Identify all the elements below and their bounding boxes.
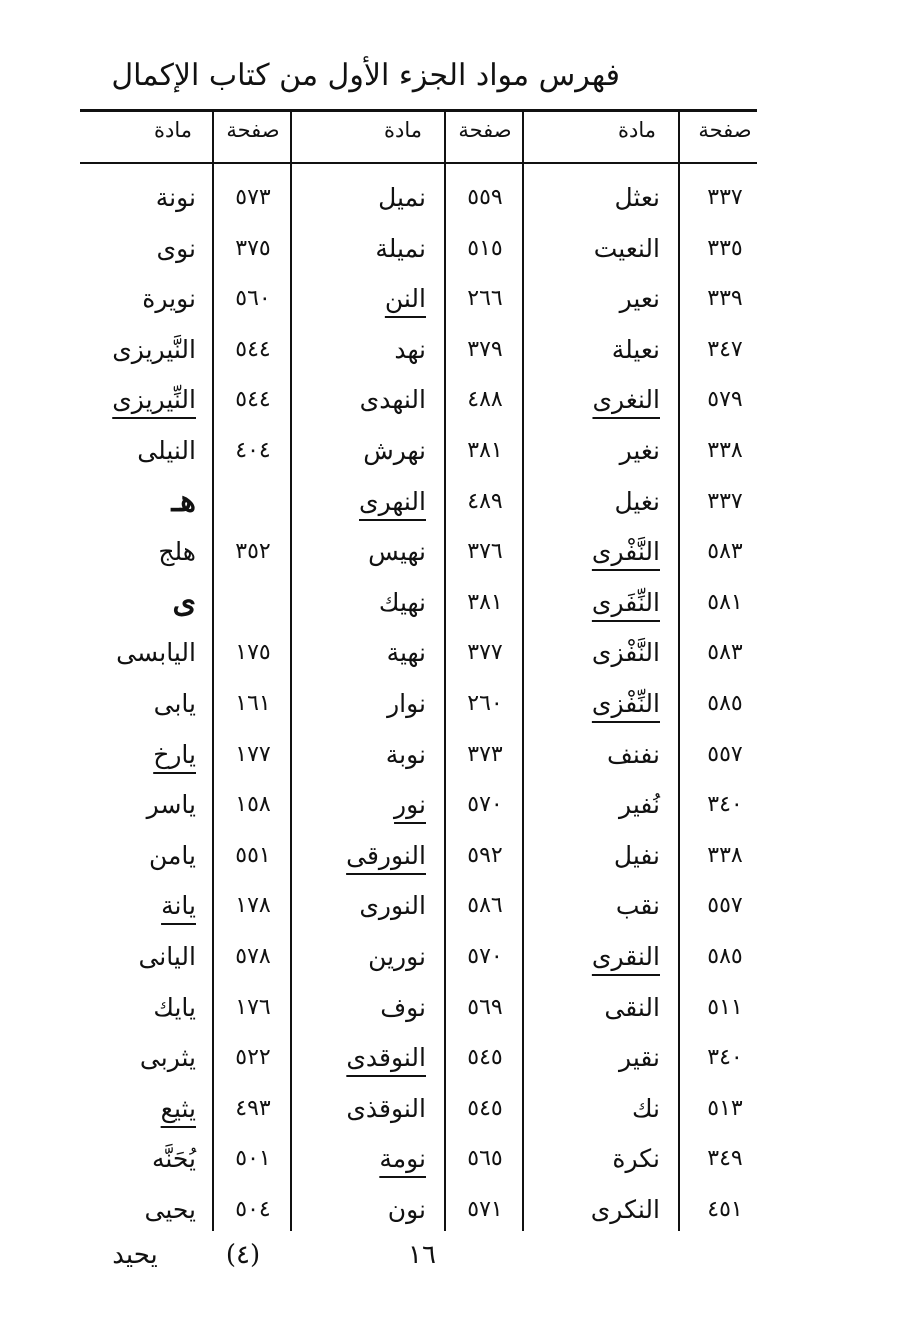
entry-cell	[88, 836, 196, 876]
entry-text: يارخ	[153, 740, 196, 769]
entry-cell	[88, 684, 196, 724]
entry-cell	[88, 988, 196, 1028]
entry-text: نوف	[380, 993, 426, 1022]
entry-cell	[300, 684, 426, 724]
entry-cell	[532, 886, 660, 926]
page-number-cell: ٤٩٣	[235, 1096, 271, 1121]
entry-cell	[300, 380, 426, 420]
page-number-cell: ٥١٣	[707, 1096, 743, 1121]
entry-cell	[532, 1190, 660, 1230]
entry-text: نوبة	[385, 740, 426, 769]
entry-cell	[88, 633, 196, 673]
page-number-cell: ٤٥١	[707, 1197, 743, 1222]
page-number-cell: ٣٧٦	[467, 539, 503, 564]
entry-text: نهيك	[378, 588, 426, 617]
entry-text: النيلى	[137, 436, 196, 465]
entry-cell	[300, 1038, 426, 1078]
page-number-cell: ٥٨٥	[707, 691, 743, 716]
entry-cell	[300, 279, 426, 319]
entry-cell	[532, 431, 660, 471]
entry-cell	[88, 937, 196, 977]
page-number-cell: ٣٣٩	[707, 286, 743, 311]
entry-cell	[532, 482, 660, 522]
page-number-cell: ٥٨٦	[467, 893, 503, 918]
header-page-col1: صفحة	[698, 118, 752, 142]
page-number-cell: ٣٨١	[467, 438, 503, 463]
page-number-cell: ٥٤٥	[467, 1096, 503, 1121]
entry-cell	[88, 532, 196, 572]
signature-mark: (٤)	[225, 1240, 261, 1270]
entry-cell	[300, 836, 426, 876]
entry-text: نغيل	[614, 487, 660, 516]
page-number-cell: ٥٨٣	[707, 539, 743, 564]
entry-text: نعير	[619, 284, 660, 313]
entry-cell	[300, 1190, 426, 1230]
entry-text: يابى	[153, 689, 196, 718]
header-bottom-rule	[80, 162, 757, 164]
entry-cell	[532, 178, 660, 218]
entry-text: النِّيريزى	[112, 385, 196, 414]
entry-cell	[88, 785, 196, 825]
entry-text: يانة	[161, 891, 196, 920]
page-number-cell: ٥٧٠	[467, 792, 503, 817]
entry-text: النكرى	[590, 1195, 660, 1224]
page-number-cell: ٣٣٨	[707, 438, 743, 463]
entry-text: النعيت	[593, 234, 660, 263]
entry-text: اليابسى	[116, 638, 196, 667]
page-number-cell	[218, 583, 288, 623]
page-number-cell: ٥٨٣	[707, 640, 743, 665]
entry-cell	[88, 431, 196, 471]
page-number-cell: ٥٧٩	[707, 387, 743, 412]
entry-cell	[532, 684, 660, 724]
entry-text: نونة	[155, 183, 196, 212]
entry-cell	[88, 229, 196, 269]
page-number-cell: ١٥٨	[235, 792, 271, 817]
entry-cell	[88, 279, 196, 319]
entry-text: النِّفَرى	[591, 588, 660, 617]
page-number-cell: ٣٣٧	[707, 185, 743, 210]
entry-text: نميل	[378, 183, 426, 212]
entry-text: هـ	[171, 484, 196, 519]
page-number-cell: ٥٦٠	[235, 286, 271, 311]
page-number-cell: ٥٠١	[235, 1146, 271, 1171]
entry-text: النِّفْزى	[591, 689, 660, 718]
page-number-cell: ٥٧٨	[235, 944, 271, 969]
entry-text: نفيل	[613, 841, 660, 870]
header-page-col3: صفحة	[226, 118, 280, 142]
header-entry-col1: مادة	[617, 118, 656, 142]
page-number-cell	[218, 482, 288, 522]
page-number-cell: ٣٧٧	[467, 640, 503, 665]
entry-text: نومة	[379, 1144, 426, 1173]
section-letter	[88, 583, 196, 623]
page-number-cell: ٥٧٠	[467, 944, 503, 969]
entry-cell	[532, 937, 660, 977]
entry-cell	[300, 937, 426, 977]
column-divider	[212, 111, 214, 1231]
page-number-cell: ٥٤٤	[235, 337, 271, 362]
entry-text: النقى	[604, 993, 660, 1022]
column-divider	[678, 111, 680, 1231]
entry-text: النوقذى	[346, 1094, 426, 1123]
entry-cell	[532, 279, 660, 319]
page-number-cell: ٤٨٨	[467, 387, 503, 412]
page-number-cell: ٥٩٢	[467, 843, 503, 868]
page-number-cell: ٣٣٧	[707, 489, 743, 514]
entry-cell	[300, 178, 426, 218]
page-number-cell: ١٧٧	[235, 742, 271, 767]
entry-text: نور	[394, 790, 426, 819]
page-number-cell: ٥٦٥	[467, 1146, 503, 1171]
entry-text: النوقدى	[346, 1043, 426, 1072]
entry-text: نهيس	[368, 537, 426, 566]
page-number-cell: ٥٢٢	[235, 1045, 271, 1070]
entry-text: نورين	[368, 942, 426, 971]
entry-cell	[88, 735, 196, 775]
page-number-cell: ٥٧٣	[235, 185, 271, 210]
page-number-cell: ٢٦٦	[467, 286, 503, 311]
page-number-cell: ٥١٥	[467, 236, 503, 261]
page-number-cell: ٥٥٩	[467, 185, 503, 210]
entry-text: نقب	[615, 891, 660, 920]
entry-text: ياسر	[146, 790, 196, 819]
entry-cell	[300, 330, 426, 370]
page-number-cell: ٥٨٥	[707, 944, 743, 969]
entry-text: النن	[384, 284, 426, 313]
entry-text: نوار	[387, 689, 426, 718]
entry-text: يُحَنَّه	[151, 1144, 196, 1173]
entry-cell	[532, 532, 660, 572]
entry-text: يامن	[149, 841, 196, 870]
page-number-cell: ١٧٦	[235, 995, 271, 1020]
entry-cell	[300, 229, 426, 269]
section-letter	[88, 482, 196, 522]
entry-cell	[88, 178, 196, 218]
entry-cell	[300, 735, 426, 775]
entry-cell	[300, 532, 426, 572]
page-number-cell: ١٦١	[235, 691, 271, 716]
page-number-cell: ٤٨٩	[467, 489, 503, 514]
entry-text: نُفير	[619, 790, 660, 819]
entry-text: نغير	[619, 436, 660, 465]
entry-text: النهرى	[359, 487, 426, 516]
page-number-cell: ٣٤٧	[707, 337, 743, 362]
column-divider	[290, 111, 292, 1231]
entry-cell	[532, 785, 660, 825]
entry-text: نهية	[386, 638, 426, 667]
page-number-cell: ١٧٨	[235, 893, 271, 918]
entry-text: نك	[631, 1094, 660, 1123]
page-number-cell: ٥٨١	[707, 590, 743, 615]
entry-cell	[300, 431, 426, 471]
page-number-cell: ٥٠٤	[235, 1197, 271, 1222]
entry-cell	[532, 380, 660, 420]
entry-text: نعثل	[614, 183, 660, 212]
entry-text: اليانى	[138, 942, 196, 971]
entry-cell	[300, 988, 426, 1028]
entry-text: نعيلة	[611, 335, 660, 364]
entry-cell	[532, 330, 660, 370]
entry-text: نميلة	[375, 234, 426, 263]
page-number-cell: ٣٣٨	[707, 843, 743, 868]
page-number-cell: ٣٧٣	[467, 742, 503, 767]
entry-text: نكرة	[612, 1144, 660, 1173]
entry-text: ى	[172, 585, 196, 620]
entry-text: النورى	[359, 891, 426, 920]
entry-text: نهد	[394, 335, 426, 364]
column-divider	[444, 111, 446, 1231]
page-number-cell: ٥٤٤	[235, 387, 271, 412]
entry-text: النهدى	[359, 385, 426, 414]
entry-cell	[532, 583, 660, 623]
entry-text: النَّيريزى	[112, 335, 196, 364]
page-number-cell: ٣٧٥	[235, 236, 271, 261]
entry-text: النقرى	[591, 942, 660, 971]
entry-text: هلج	[158, 537, 196, 566]
entry-text: نفنف	[606, 740, 660, 769]
page-number-cell: ١٧٥	[235, 640, 271, 665]
page-number-cell: ٥٦٩	[467, 995, 503, 1020]
page-number-cell: ٤٠٤	[235, 438, 271, 463]
entry-cell	[532, 988, 660, 1028]
catchword: يحيد	[112, 1240, 158, 1270]
page-number: ١٦	[408, 1240, 436, 1270]
entry-cell	[300, 1089, 426, 1129]
entry-text: يايك	[153, 993, 196, 1022]
entry-text: نقير	[619, 1043, 660, 1072]
entry-cell	[532, 1038, 660, 1078]
page-number-cell: ٣٨١	[467, 590, 503, 615]
entry-text: نوى	[156, 234, 196, 263]
entry-text: النَّفْزى	[591, 638, 660, 667]
entry-text: يثربى	[139, 1043, 196, 1072]
entry-cell	[88, 380, 196, 420]
header-entry-col3: مادة	[153, 118, 192, 142]
entry-text: النورقى	[346, 841, 426, 870]
entry-cell	[88, 1089, 196, 1129]
entry-cell	[300, 785, 426, 825]
page-number-cell: ٥٧١	[467, 1197, 503, 1222]
entry-cell	[300, 482, 426, 522]
page-number-cell: ٣٣٥	[707, 236, 743, 261]
entry-cell	[532, 633, 660, 673]
entry-cell	[300, 1139, 426, 1179]
entry-cell	[300, 886, 426, 926]
header-entry-col2: مادة	[383, 118, 422, 142]
entry-text: يحيى	[144, 1195, 196, 1224]
page-number-cell: ٥٥١	[235, 843, 271, 868]
page-number-cell: ٥٤٥	[467, 1045, 503, 1070]
page-title: فهرس مواد الجزء الأول من كتاب الإكمال	[111, 58, 620, 93]
entry-cell	[88, 1139, 196, 1179]
header-page-col2: صفحة	[458, 118, 512, 142]
entry-cell	[88, 1190, 196, 1230]
entry-cell	[532, 1139, 660, 1179]
column-divider	[522, 111, 524, 1231]
page-number-cell: ٣٧٩	[467, 337, 503, 362]
entry-cell	[88, 330, 196, 370]
entry-text: نهرش	[363, 436, 426, 465]
entry-text: النَّفْرى	[591, 537, 660, 566]
entry-cell	[300, 583, 426, 623]
page-number-cell: ٥٥٧	[707, 742, 743, 767]
entry-cell	[300, 633, 426, 673]
entry-cell	[532, 1089, 660, 1129]
page-number-cell: ٣٥٢	[235, 539, 271, 564]
entry-text: نويرة	[142, 284, 196, 313]
entry-cell	[88, 1038, 196, 1078]
page-number-cell: ٥١١	[707, 995, 743, 1020]
entry-text: النغرى	[592, 385, 660, 414]
entry-cell	[532, 229, 660, 269]
entry-cell	[532, 836, 660, 876]
entry-text: نون	[387, 1195, 426, 1224]
page-number-cell: ٥٥٧	[707, 893, 743, 918]
table-top-rule	[80, 109, 757, 112]
entry-cell	[532, 735, 660, 775]
page-number-cell: ٣٤٠	[707, 792, 743, 817]
page-number-cell: ٣٤٠	[707, 1045, 743, 1070]
entry-text: يثيع	[160, 1094, 196, 1123]
page-number-cell: ٣٤٩	[707, 1146, 743, 1171]
page-number-cell: ٢٦٠	[467, 691, 503, 716]
entry-cell	[88, 886, 196, 926]
